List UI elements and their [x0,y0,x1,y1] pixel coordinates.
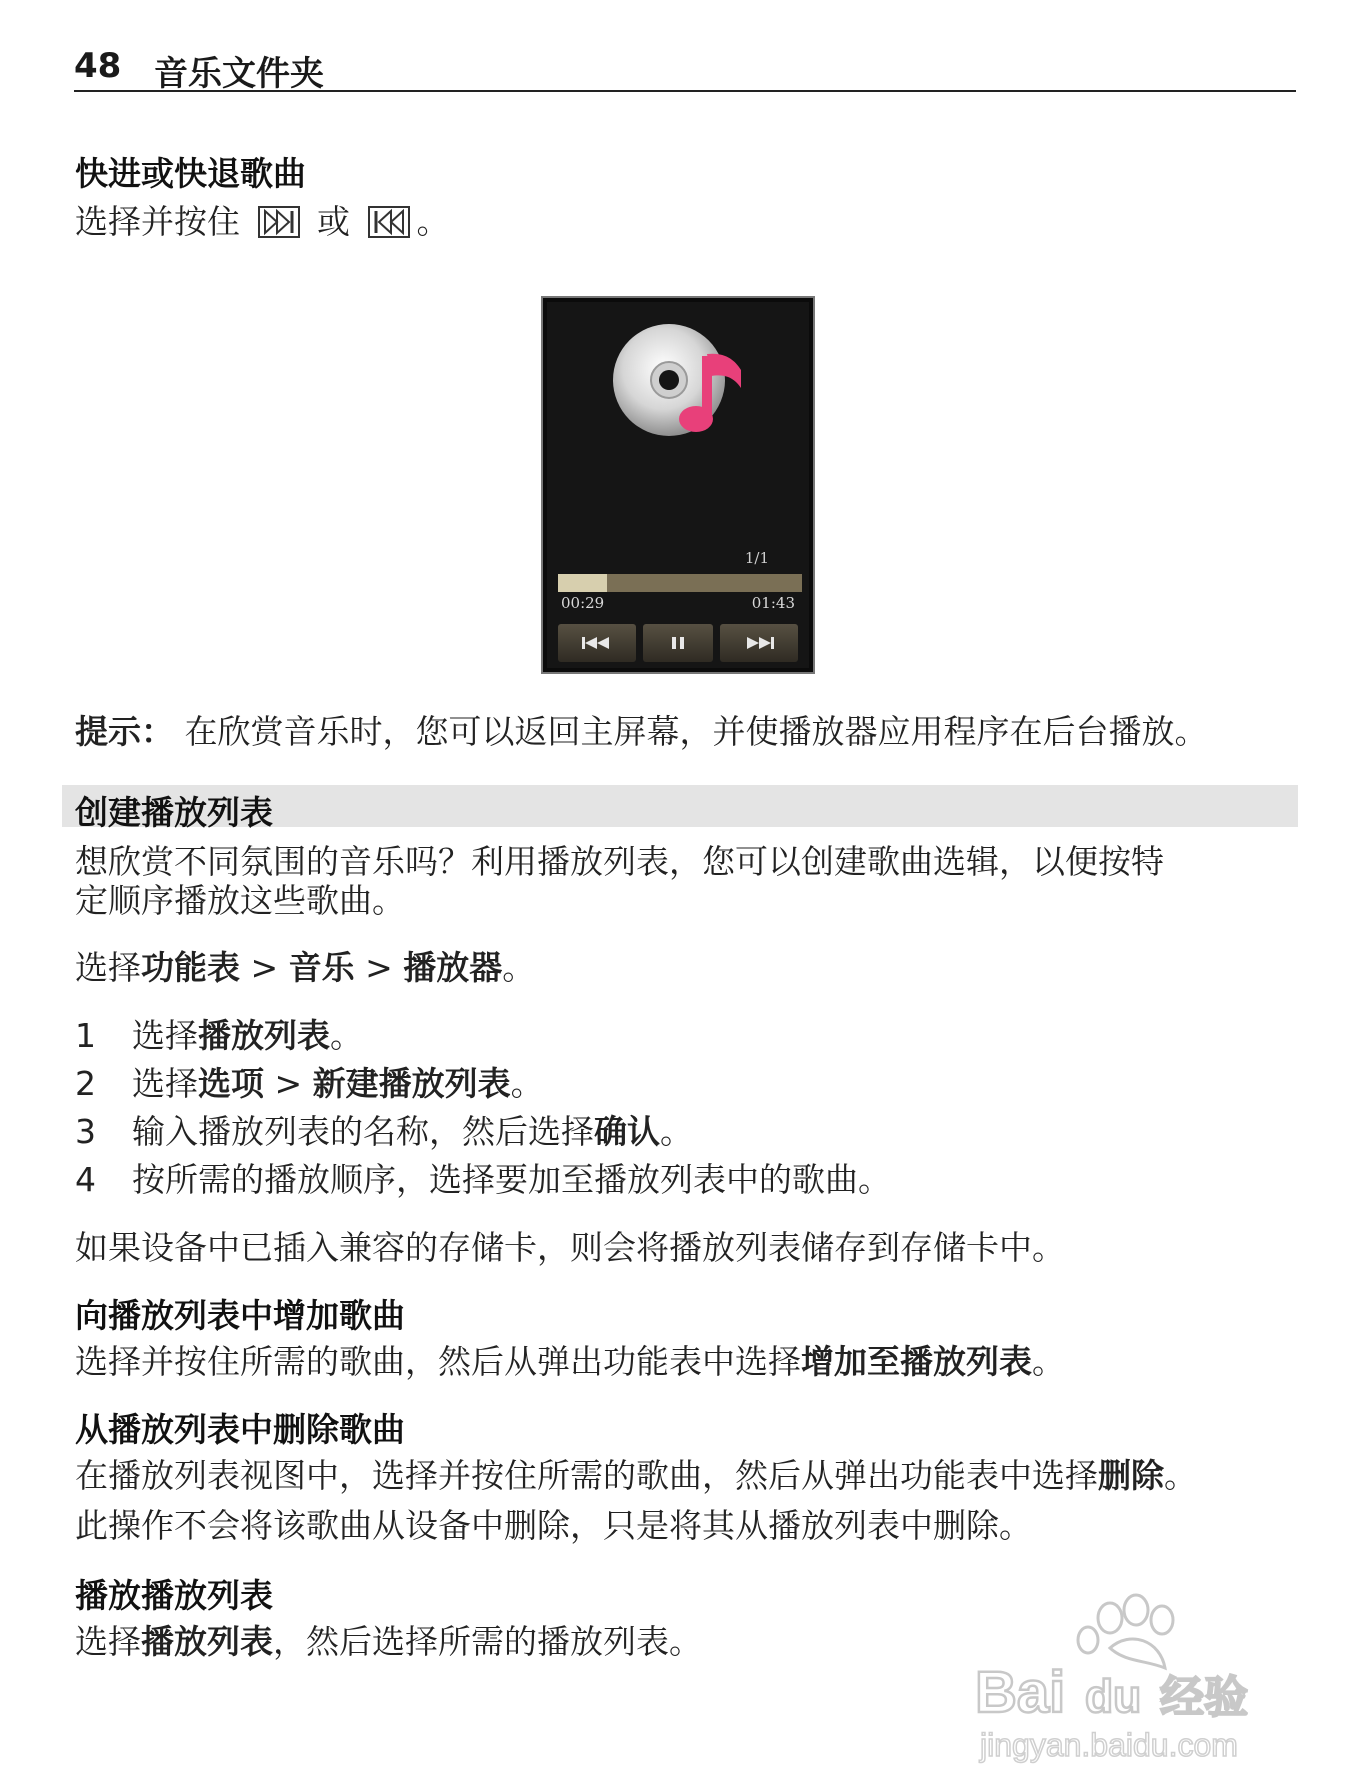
path-separator: > [354,948,404,987]
step-bold: 播放列表 [198,1016,330,1055]
remove-text: 在播放列表视图中，选择并按住所需的歌曲，然后从弹出功能表中选择 [75,1456,1098,1495]
progress-fill [558,574,607,592]
step-number: 3 [75,1112,96,1151]
watermark-url: jingyan.baidu.com [980,1727,1238,1763]
tip-paragraph [75,706,1208,753]
add-bold: 增加至播放列表 [801,1342,1032,1381]
add-instruction [75,1336,1065,1383]
step-2 [75,1058,544,1105]
play-prefix: 选择 [75,1622,141,1661]
ff-text-before: 选择并按住 [75,202,240,241]
remove-bold: 删除 [1098,1456,1164,1495]
page-number: 48 [74,46,122,86]
next-icon [744,636,774,650]
previous-button[interactable] [558,624,636,662]
ff-text-mid: 或 [317,202,350,241]
step-text: 选择 [132,1016,198,1055]
music-disc-icon [607,318,757,448]
path-player: 播放器 [403,948,503,987]
player-screen [547,302,809,668]
section-title-ff: 快进或快退歌曲 [75,154,306,193]
add-text: 选择并按住所需的歌曲，然后从弹出功能表中选择 [75,1342,801,1381]
watermark-logo-cn: 经验 [1160,1672,1248,1723]
tip-label: 提示： [75,712,174,751]
pause-button[interactable] [643,624,713,662]
create-intro-line2: 定顺序播放这些歌曲。 [75,881,405,920]
step-end: 。 [330,1016,363,1055]
step-separator: > [264,1064,313,1103]
baidu-paw-logo-icon [960,1590,1290,1770]
path-music: 音乐 [288,948,355,987]
step-bold: 新建播放列表 [312,1064,511,1103]
step-4 [75,1154,891,1201]
fast-forward-icon [257,205,301,247]
section-title-add: 向播放列表中增加歌曲 [75,1296,405,1335]
step-bold: 确认 [594,1112,660,1151]
progress-bar[interactable] [558,574,802,592]
step-number: 2 [75,1064,96,1103]
create-intro-line1: 想欣赏不同氛围的音乐吗？利用播放列表，您可以创建歌曲选辑，以便按特 [75,842,1164,881]
path-separator: > [240,948,289,987]
step-end: 。 [510,1064,544,1103]
path-functions: 功能表 [141,948,240,987]
section-title-play: 播放播放列表 [75,1576,273,1615]
section-title-remove: 从播放列表中删除歌曲 [75,1410,405,1449]
step-number: 4 [75,1160,96,1199]
path-prefix: 选择 [75,948,141,987]
play-text: ，然后选择所需的播放列表。 [273,1622,702,1661]
step-text: 按所需的播放顺序，选择要加至播放列表中的歌曲。 [132,1160,891,1199]
chapter-title: 音乐文件夹 [154,54,324,94]
ff-instruction [75,196,450,247]
step-1 [75,1010,363,1057]
watermark-logo: Bai [975,1660,1066,1725]
path-end: 。 [502,948,536,987]
elapsed-time: 00:29 [561,594,605,612]
create-menu-path [75,942,535,989]
previous-icon [582,636,612,650]
play-bold: 播放列表 [141,1622,273,1661]
baidu-watermark [960,1590,1290,1770]
tip-text: 在欣赏音乐时，您可以返回主屏幕，并使播放器应用程序在后台播放。 [184,712,1208,751]
step-3 [75,1106,693,1153]
add-end: 。 [1032,1342,1065,1381]
play-instruction [75,1616,702,1663]
step-text: 选择 [132,1064,198,1103]
step-number: 1 [75,1016,96,1055]
watermark-logo-du: du [1085,1670,1142,1722]
create-note: 如果设备中已插入兼容的存储卡，则会将播放列表储存到存储卡中。 [75,1228,1065,1267]
step-text: 输入播放列表的名称，然后选择 [132,1112,594,1151]
ff-text-end: 。 [416,202,450,241]
total-time: 01:43 [751,594,795,612]
remove-note: 此操作不会将该歌曲从设备中删除，只是将其从播放列表中删除。 [75,1506,1032,1545]
music-player-screenshot [541,296,815,674]
track-counter: 1/1 [744,549,769,567]
next-button[interactable] [720,624,798,662]
section-title-create: 创建播放列表 [75,793,273,832]
rewind-icon [367,205,411,247]
page-header [74,46,1296,92]
step-end: 。 [660,1112,693,1151]
pause-icon [671,636,685,650]
remove-instruction [75,1450,1197,1497]
step-bold: 选项 [198,1064,264,1103]
remove-end: 。 [1164,1456,1197,1495]
